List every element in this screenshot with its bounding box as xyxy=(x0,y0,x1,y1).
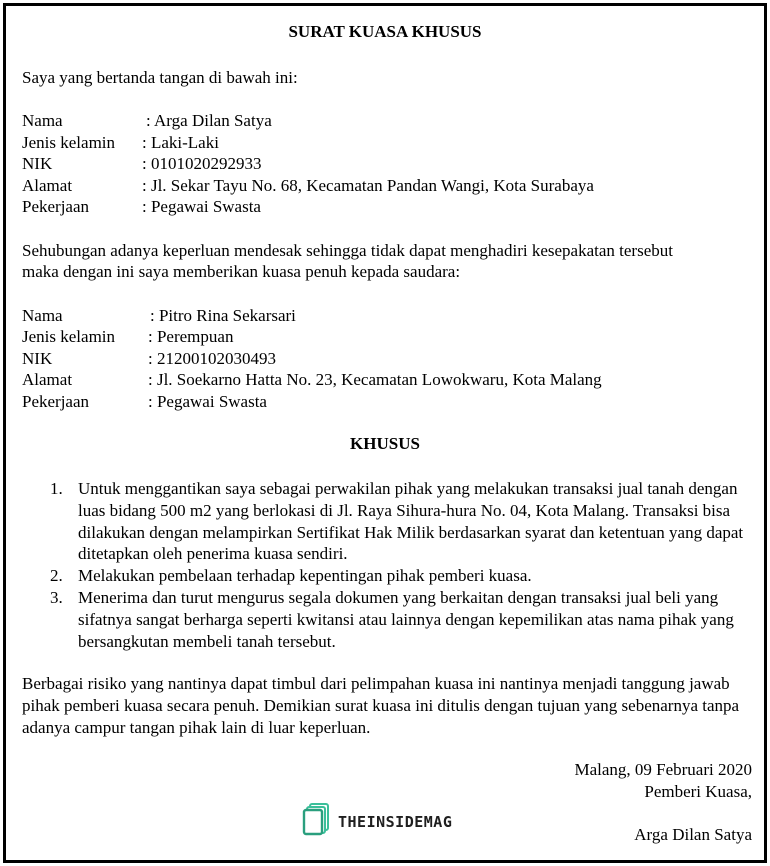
grantor-address-value: : Jl. Sekar Tayu No. 68, Kecamatan Pandan Wangi, Kota Surabaya xyxy=(142,176,594,195)
grantor-name-label: Nama xyxy=(22,111,63,130)
grantee-job-value: : Pegawai Swasta xyxy=(148,392,267,411)
list-item-number: 1. xyxy=(50,479,63,498)
grantor-name-value: : Arga Dilan Satya xyxy=(146,111,272,130)
list-item-number: 3. xyxy=(50,588,63,607)
grantor-nik-value: : 0101020292933 xyxy=(142,154,262,173)
letter-frame xyxy=(3,3,767,863)
signer-name: Arga Dilan Satya xyxy=(634,825,752,844)
transition-line-2: maka dengan ini saya memberikan kuasa penuh kepada saudara: xyxy=(22,262,461,281)
watermark-text: THEINSIDEMAG xyxy=(338,812,453,831)
grantee-nik-label: NIK xyxy=(22,349,53,368)
document-title: SURAT KUASA KHUSUS xyxy=(288,22,482,41)
grantee-nik-value: : 21200102030493 xyxy=(148,349,276,368)
grantee-job-label: Pekerjaan xyxy=(22,392,90,411)
watermark-logo xyxy=(302,802,452,841)
grantor-address-label: Alamat xyxy=(22,176,73,195)
place-date: Malang, 09 Februari 2020 xyxy=(574,760,752,779)
grantee-gender-label: Jenis kelamin xyxy=(22,327,116,346)
stacked-pages-icon xyxy=(302,802,332,841)
grantee-name-label: Nama xyxy=(22,306,63,325)
list-item: Untuk menggantikan saya sebagai perwakilan pihak yang melakukan transaksi jual tanah dengan luas bidang 500 m2 yang berlokasi di Jl. Raya Sihura-hura No. 04, Kota Malang. Transaksi bisa dilakukan dengan melampirkan Sertifikat Hak Milik berdasarkan syarat dan ketentuan yang dapat ditetapkan oleh penerima kuasa sendiri. xyxy=(78,479,744,564)
grantee-address-label: Alamat xyxy=(22,370,73,389)
section-heading: KHUSUS xyxy=(350,434,420,453)
list-item: Menerima dan turut mengurus segala dokumen yang berkaitan dengan transaksi jual beli yang sifatnya sangat berharga seperti kwitansi atau lainnya dengan kepemilikan atas nama pihak yang bersangkutan membeli tanah tersebut. xyxy=(78,588,734,651)
list-item-number: 2. xyxy=(50,566,63,585)
grantor-job-value: : Pegawai Swasta xyxy=(142,197,261,216)
list-item: Melakukan pembelaan terhadap kepentingan pihak pemberi kuasa. xyxy=(78,566,532,585)
signer-role: Pemberi Kuasa, xyxy=(644,782,752,801)
closing-paragraph: Berbagai risiko yang nantinya dapat timbul dari pelimpahan kuasa ini nantinya menjadi tanggung jawab pihak pemberi kuasa secara penuh. Demikian surat kuasa ini ditulis dengan tujuan yang sebenarnya tanpa adanya campur tangan pihak lain di luar keperluan. xyxy=(22,674,740,737)
grantor-job-label: Pekerjaan xyxy=(22,197,90,216)
grantor-gender-value: : Laki-Laki xyxy=(142,133,219,152)
grantor-gender-label: Jenis kelamin xyxy=(22,133,116,152)
transition-line-1: Sehubungan adanya keperluan mendesak sehingga tidak dapat menghadiri kesepakatan tersebut xyxy=(22,241,673,260)
grantor-nik-label: NIK xyxy=(22,154,53,173)
grantee-address-value: : Jl. Soekarno Hatta No. 23, Kecamatan Lowokwaru, Kota Malang xyxy=(148,370,602,389)
grantee-gender-value: : Perempuan xyxy=(148,327,234,346)
grantee-name-value: : Pitro Rina Sekarsari xyxy=(150,306,296,325)
document-body xyxy=(6,6,764,860)
intro-text: Saya yang bertanda tangan di bawah ini: xyxy=(22,68,298,87)
